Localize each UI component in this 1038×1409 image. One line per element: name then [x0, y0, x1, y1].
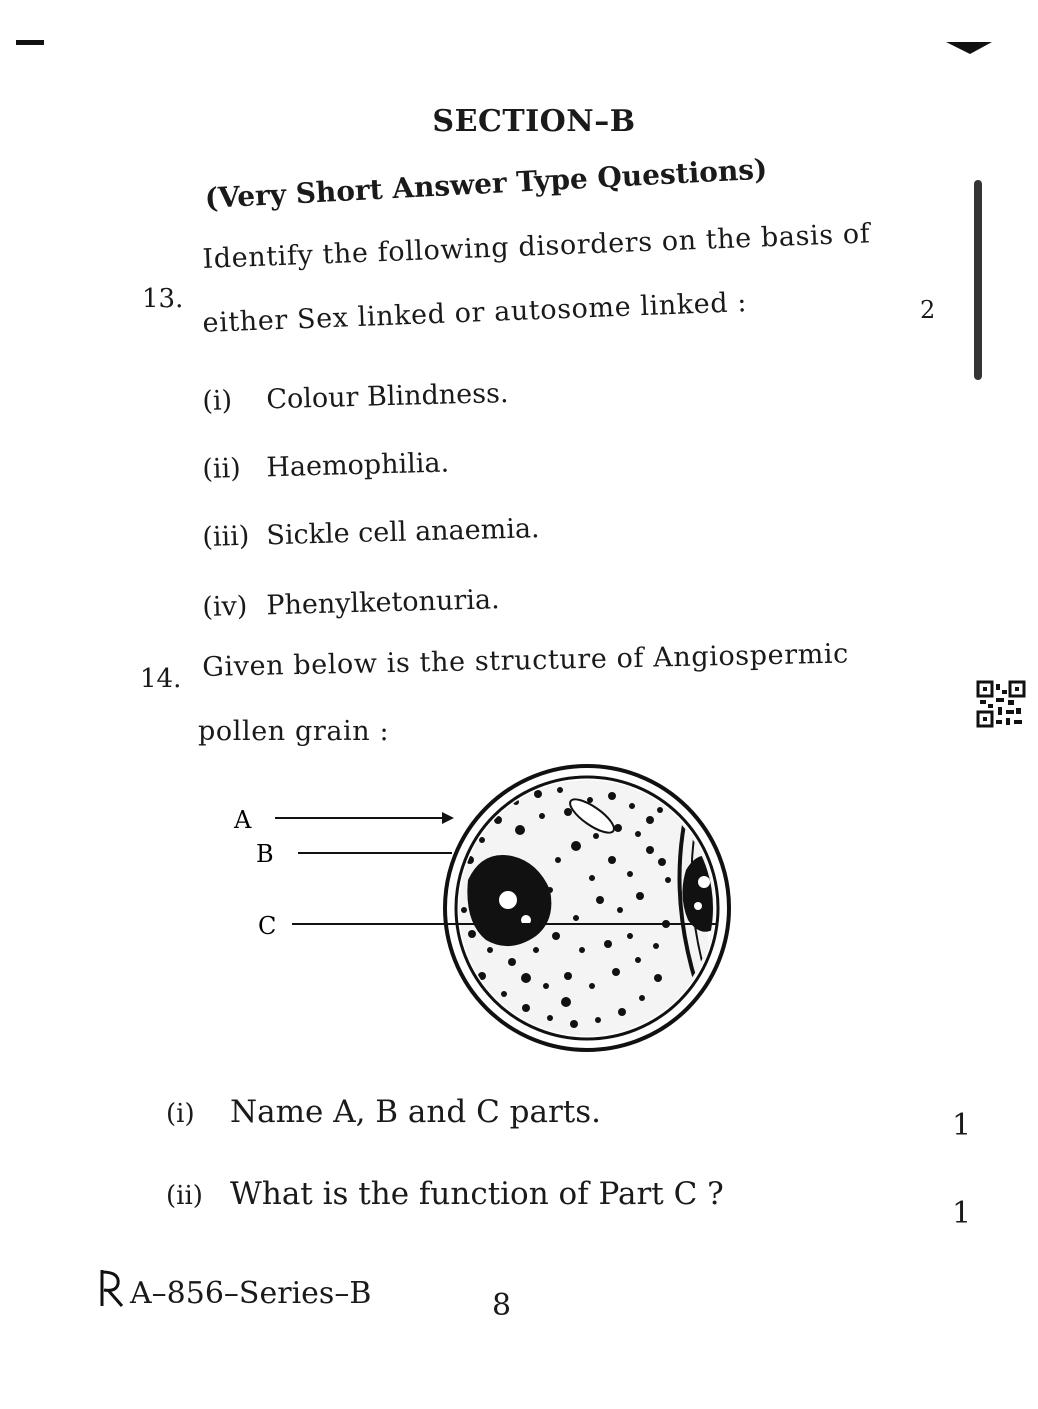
part-2-marks: 1 — [952, 1196, 972, 1231]
part-roman: (ii) — [166, 1181, 203, 1211]
question-number: 13. — [142, 284, 184, 314]
option-1 — [202, 378, 509, 417]
footer-mark-icon — [98, 1266, 126, 1310]
marks: 2 — [920, 296, 936, 324]
section-title: SECTION–B — [432, 104, 636, 139]
part-1 — [166, 1094, 601, 1130]
part-text: Name A, B and C parts. — [230, 1094, 602, 1130]
arrow-head-icon — [442, 812, 454, 824]
question-text-line-1: Given below is the structure of Angiospermic — [202, 638, 850, 683]
part-roman: (i) — [166, 1099, 195, 1129]
option-roman: (i) — [202, 385, 233, 417]
option-text: Haemophilia. — [265, 447, 450, 484]
pollen-grain-diagram — [220, 750, 780, 1070]
page-number: 8 — [492, 1288, 512, 1323]
paper-code: A–856–Series–B — [130, 1276, 372, 1311]
qr-code-icon — [976, 680, 1026, 728]
option-text: Phenylketonuria. — [265, 584, 500, 622]
question-text-line-2: either Sex linked or autosome linked : — [202, 287, 748, 339]
option-4 — [202, 584, 500, 623]
scan-edge-right — [974, 180, 982, 380]
figure-label-c: C — [258, 912, 277, 940]
section-subtitle: (Very Short Answer Type Questions) — [204, 152, 769, 215]
option-roman: (iii) — [202, 520, 250, 553]
question-text-line-1: Identify the following disorders on the basis of — [202, 218, 871, 275]
part-2 — [166, 1176, 724, 1212]
scan-mark-top-right — [946, 42, 992, 54]
option-2 — [202, 448, 449, 485]
option-text: Sickle cell anaemia. — [265, 513, 540, 552]
figure-label-a: A — [234, 806, 252, 834]
part-text: What is the function of Part C ? — [230, 1176, 724, 1212]
option-text: Colour Blindness. — [265, 377, 509, 416]
scan-mark-top-left — [16, 40, 44, 45]
figure-label-b: B — [256, 840, 274, 868]
option-roman: (iv) — [202, 590, 248, 623]
option-3 — [202, 513, 540, 553]
question-text-line-2: pollen grain : — [198, 716, 390, 747]
option-roman: (ii) — [202, 452, 242, 485]
question-number: 14. — [140, 664, 182, 694]
part-1-marks: 1 — [952, 1108, 972, 1143]
